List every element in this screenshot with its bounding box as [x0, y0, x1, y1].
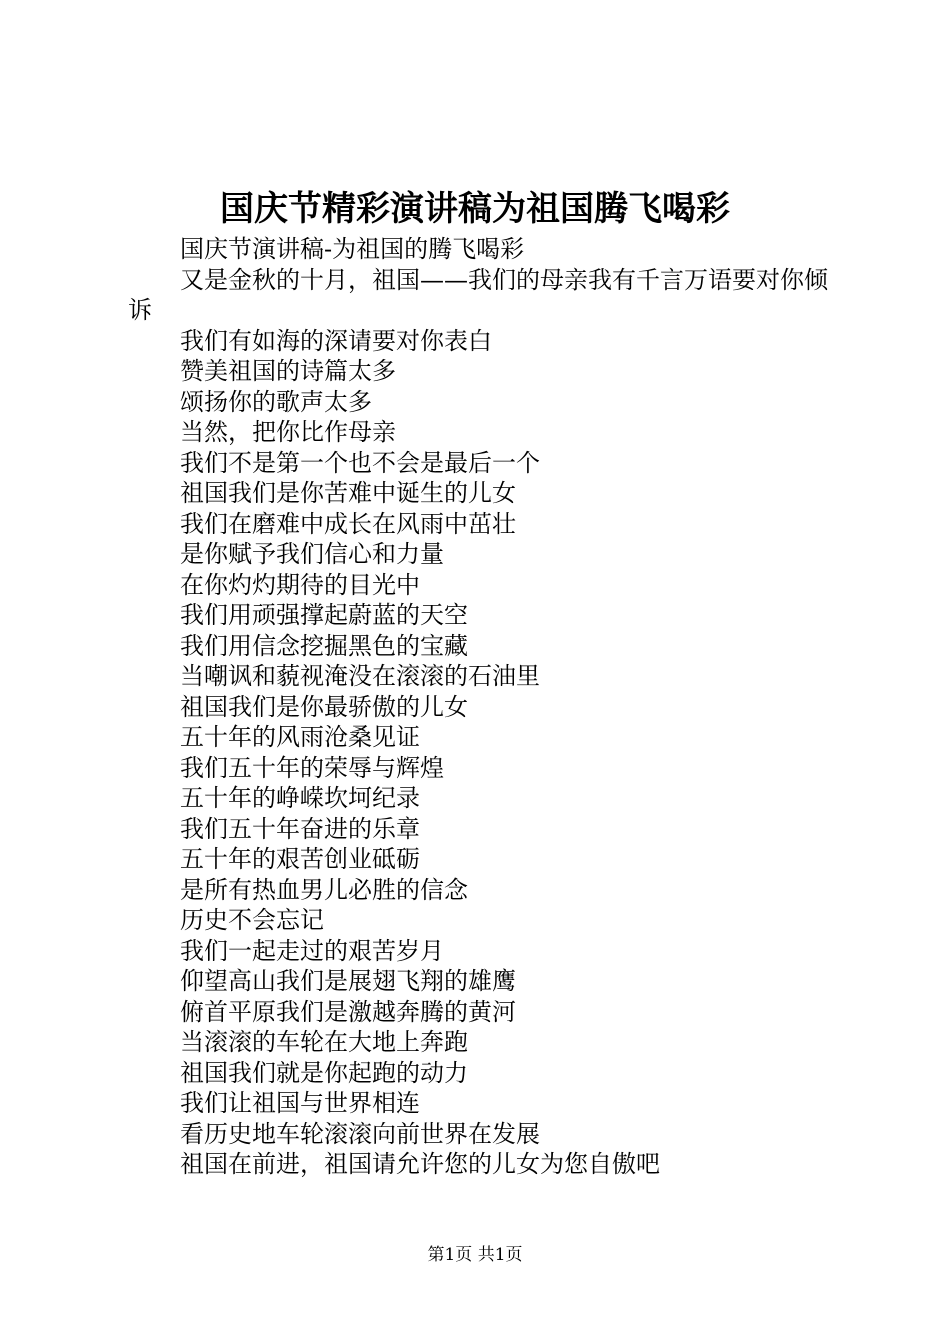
- body-line: 祖国我们是你最骄傲的儿女: [180, 692, 468, 721]
- body-line: 又是金秋的十月，祖国——我们的母亲我有千言万语要对你倾诉: [128, 265, 828, 324]
- body-line: 五十年的峥嵘坎坷纪录: [180, 784, 420, 812]
- body-line: 我们一起走过的艰苦岁月: [180, 936, 444, 965]
- body-line: 国庆节演讲稿-为祖国的腾飞喝彩: [180, 235, 525, 263]
- body-line: 我们五十年的荣辱与辉煌: [180, 753, 444, 782]
- body-line: 祖国在前进，祖国请允许您的儿女为您自傲吧: [180, 1150, 660, 1178]
- body-line: 是所有热血男儿必胜的信念: [180, 875, 468, 904]
- body-line: 我们五十年奋进的乐章: [180, 814, 420, 843]
- body-line: 看历史地车轮滚滚向前世界在发展: [180, 1119, 540, 1148]
- body-line: 俯首平原我们是激越奔腾的黄河: [180, 997, 516, 1026]
- body-line: 仰望高山我们是展翅飞翔的雄鹰: [180, 967, 516, 995]
- body-line: 祖国我们就是你起跑的动力: [180, 1058, 468, 1087]
- body-line: 我们让祖国与世界相连: [180, 1089, 420, 1117]
- body-line: 我们用顽强撑起蔚蓝的天空: [180, 601, 468, 629]
- body-line: 当滚滚的车轮在大地上奔跑: [180, 1028, 468, 1056]
- body-line: 当嘲讽和藐视淹没在滚滚的石油里: [180, 662, 540, 690]
- body-line: 我们有如海的深请要对你表白: [180, 326, 492, 355]
- body-line: 颂扬你的歌声太多: [180, 387, 372, 416]
- body-line: 祖国我们是你苦难中诞生的儿女: [180, 479, 516, 507]
- page-footer: 第1页 共1页: [427, 1245, 523, 1265]
- body-line: 是你赋予我们信心和力量: [180, 540, 444, 568]
- body-line: 我们在磨难中成长在风雨中茁壮: [180, 509, 516, 538]
- body-line: 五十年的风雨沧桑见证: [180, 723, 420, 751]
- body-line: 历史不会忘记: [180, 906, 324, 934]
- body-line: 在你灼灼期待的目光中: [180, 570, 420, 599]
- body-line: 赞美祖国的诗篇太多: [180, 357, 396, 385]
- body-line: 当然，把你比作母亲: [180, 418, 396, 446]
- document-title: 国庆节精彩演讲稿为祖国腾飞喝彩: [220, 189, 730, 229]
- document-body: [128, 234, 838, 1180]
- body-line: 我们用信念挖掘黑色的宝藏: [180, 631, 468, 660]
- body-line: 我们不是第一个也不会是最后一个: [180, 448, 540, 477]
- body-line: 五十年的艰苦创业砥砺: [180, 845, 420, 873]
